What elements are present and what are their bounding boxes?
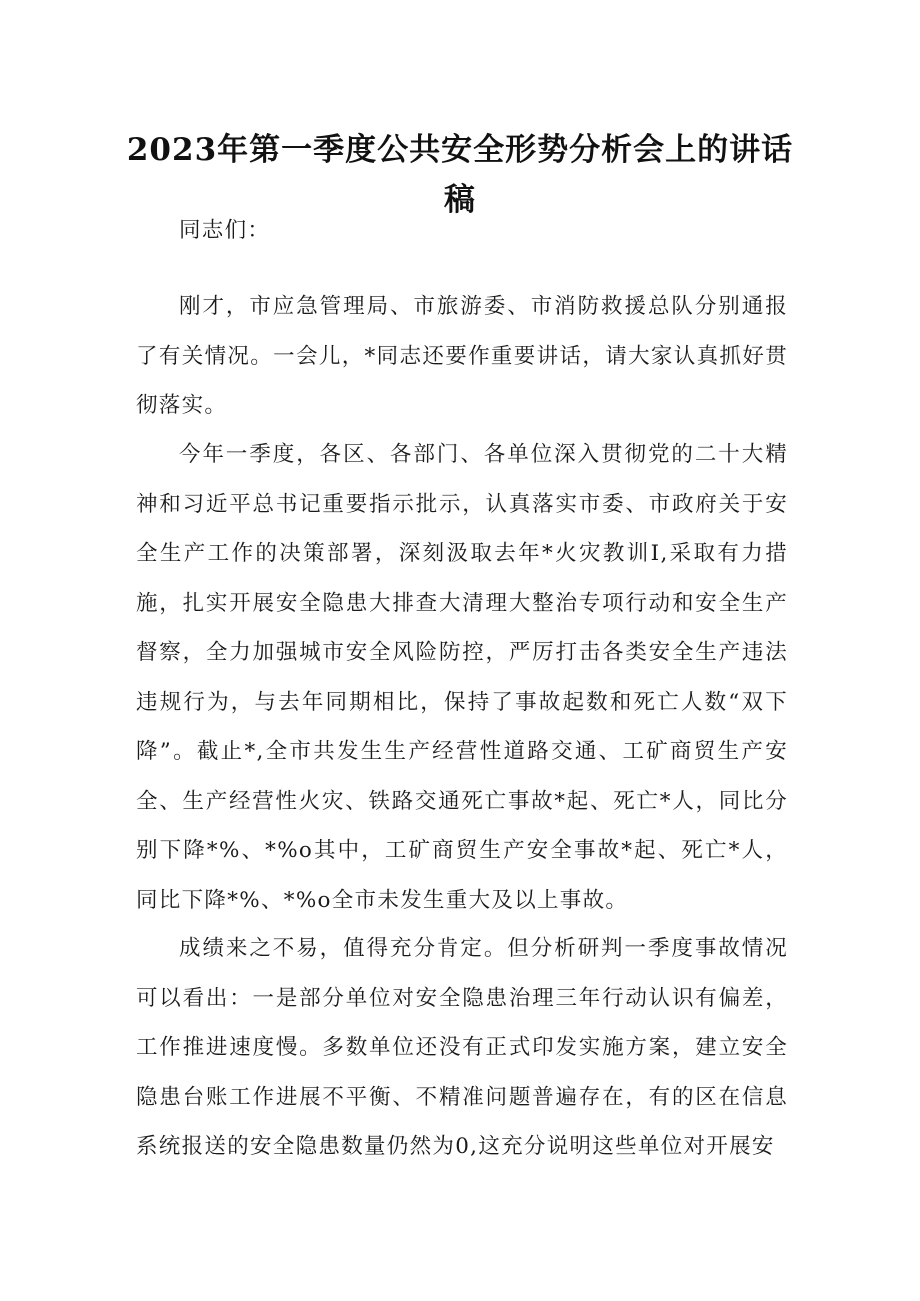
salutation: 同志们： xyxy=(179,218,271,243)
document-title: 2023年第一季度公共安全形势分析会上的讲话稿 xyxy=(126,131,794,218)
paragraph-3: 成绩来之不易，值得充分肯定。但分析研判一季度事故情况可以看出：一是部分单位对安全隐患治理三年行动认识有偏差，工作推进速度慢。多数单位还没有正式印发实施方案，建立安全隐患台账工作进展不平衡、不精准问题普遍存在，有的区在信息系统报送的安全隐患数量仍然为0,这充分说明这些单位对开展安 xyxy=(136,936,788,1159)
paragraph-2: 今年一季度，各区、各部门、各单位深入贯彻党的二十大精神和习近平总书记重要指示批示，认真落实市委、市政府关于安全生产工作的决策部署，深刻汲取去年*火灾教训I,采取有力措施，扎实开展安全隐患大排查大清理大整治专项行动和安全生产督察，全力加强城市安全风险防控，严厉打击各类安全生产违法违规行为，与去年同期相比，保持了事故起数和死亡人数“双下降”。截止*,全市共发生生产经营性道路交通、工矿商贸生产安全、生产经营性火灾、铁路交通死亡事故*起、死亡*人，同比分别下降*%、*%o其中，工矿商贸生产安全事故*起、死亡*人，同比下降*%、*%o全市未发生重大及以上事故。 xyxy=(136,442,788,913)
paragraph-1: 刚才，市应急管理局、市旅游委、市消防救援总队分别通报了有关情况。一会儿，*同志还要作重要讲话，请大家认真抓好贯彻落实。 xyxy=(136,294,788,418)
